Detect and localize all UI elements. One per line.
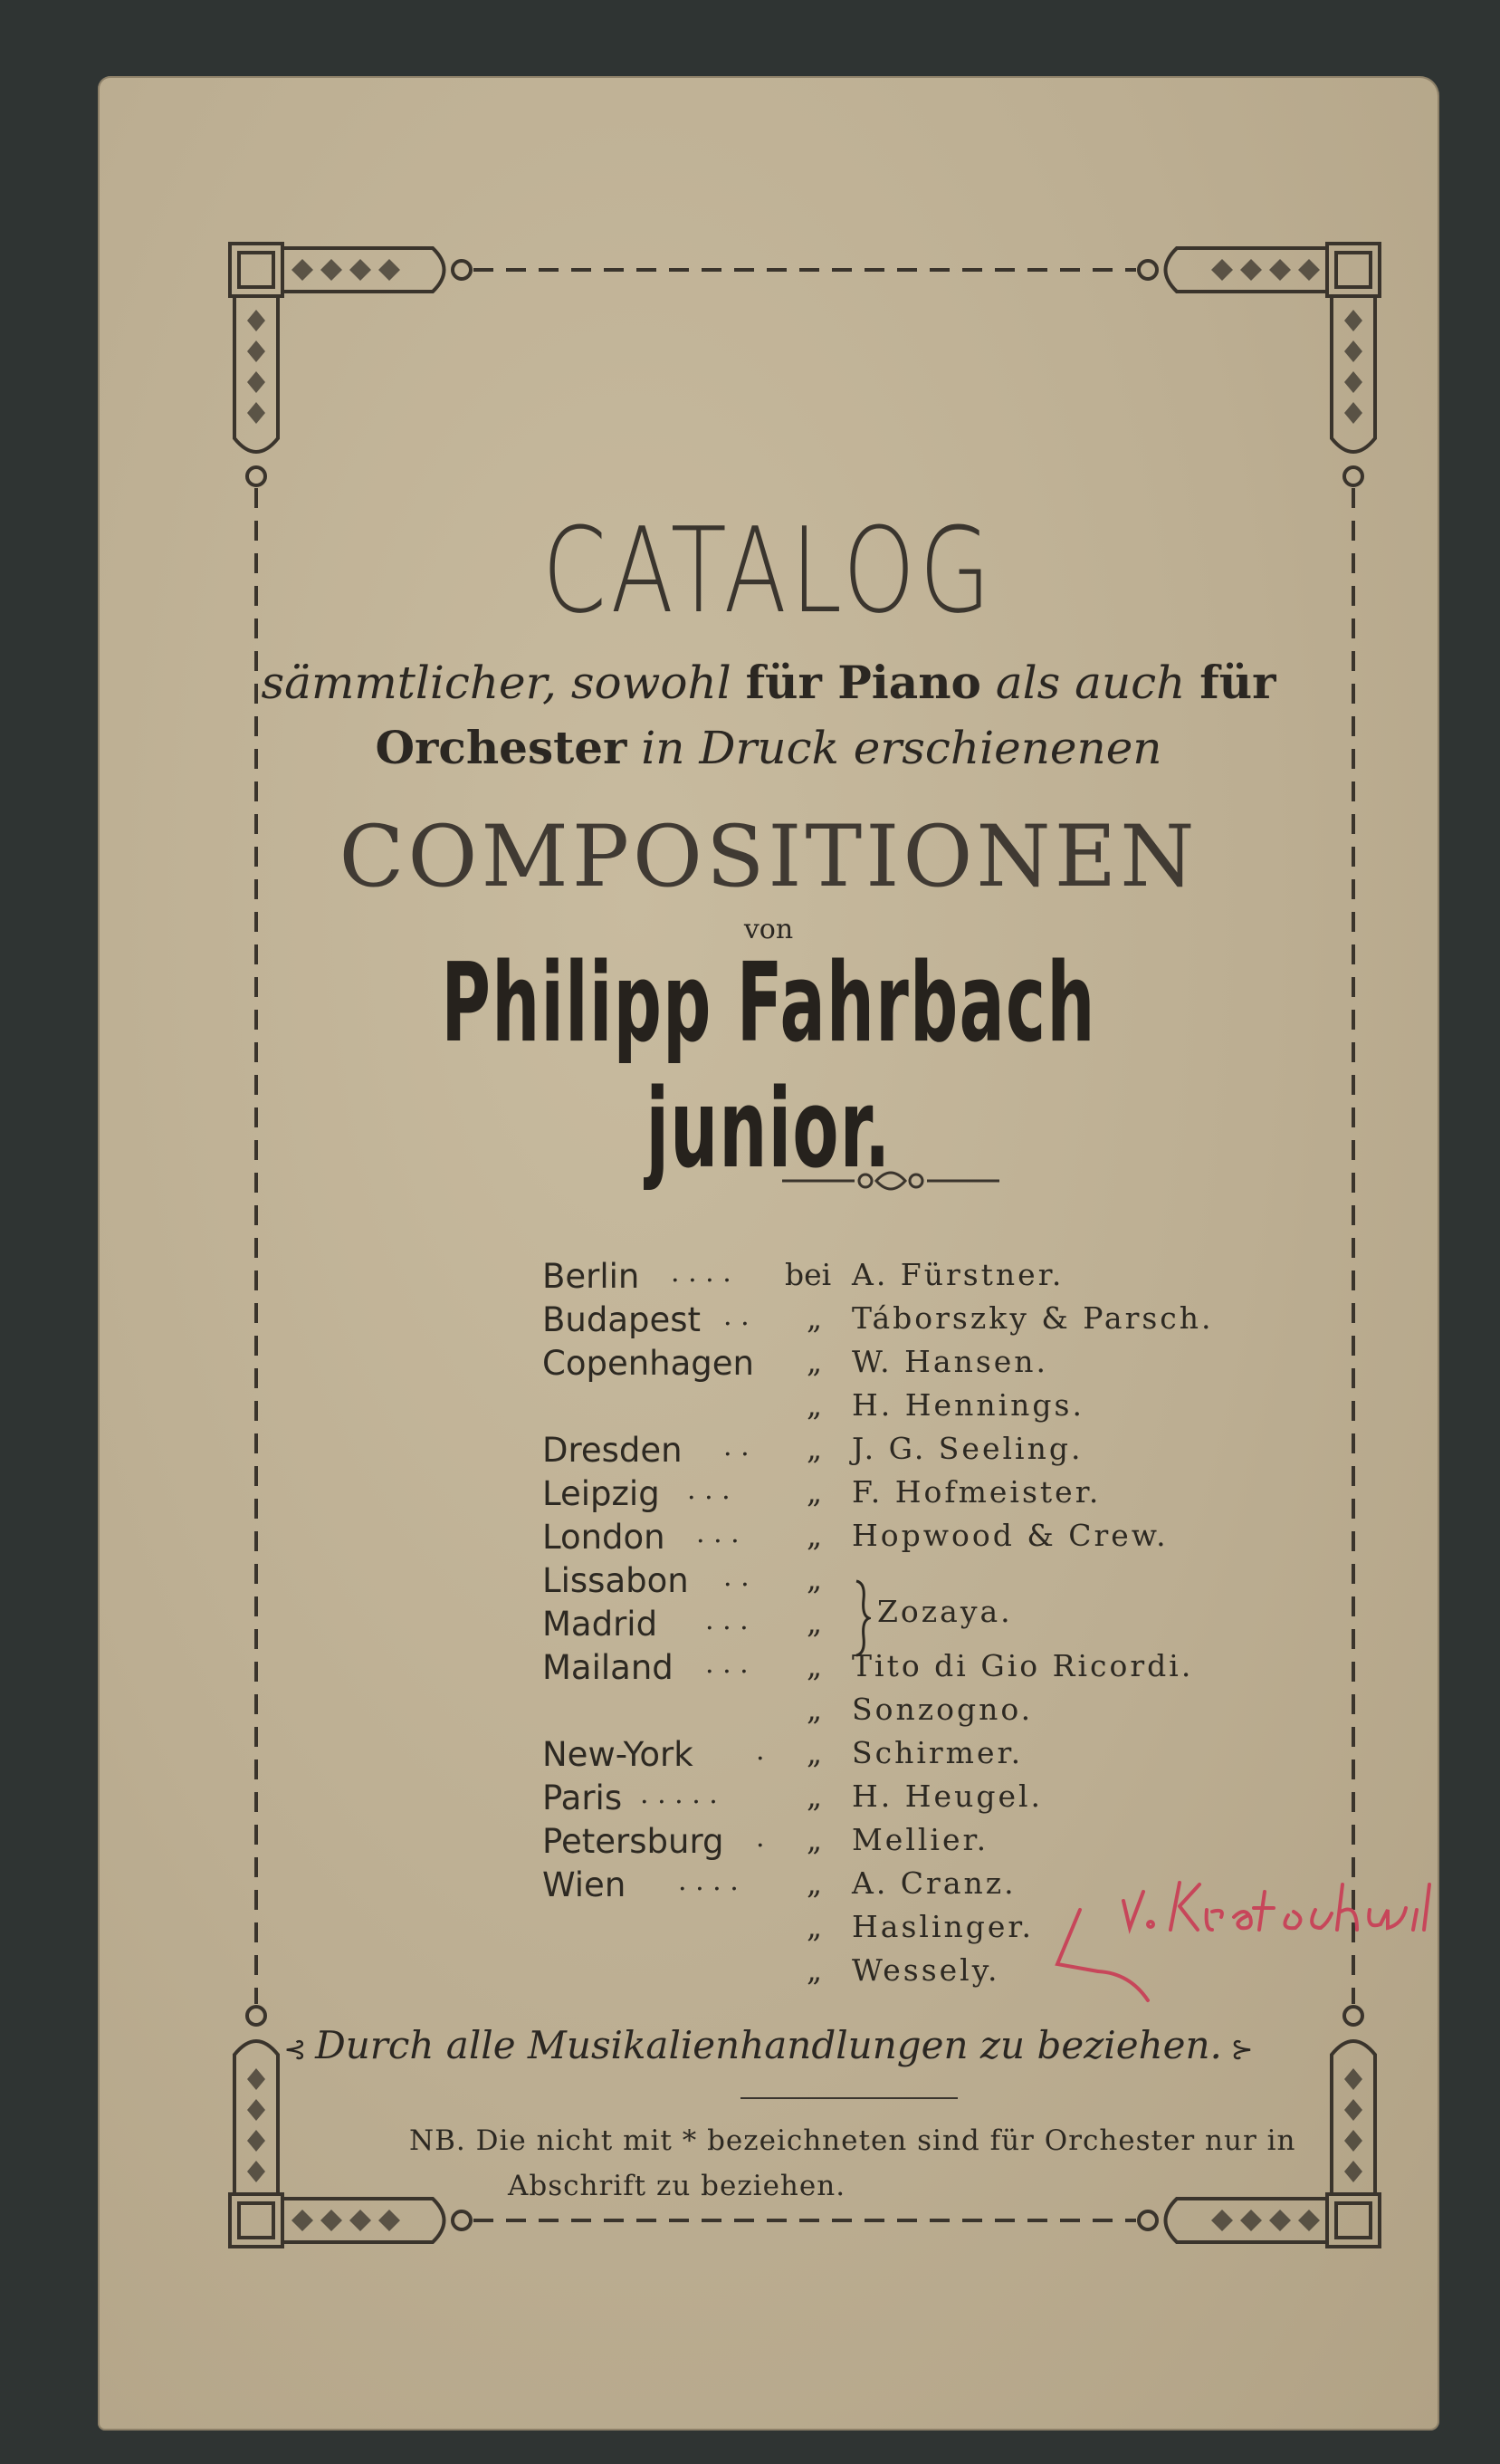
preposition: „ [807,1778,823,1814]
preposition: „ [807,1952,823,1988]
subtitle-text: sämmtlicher, sowohl [261,657,731,709]
leader-dots: . . . [687,1474,731,1506]
city-name: New-York [542,1735,693,1774]
nb-note-line-1: NB. Die nicht mit * bezeichneten sind für Orchester nur in [409,2124,1296,2157]
city-name: Dresden [542,1431,683,1470]
catalog-title: CATALOG [542,502,995,639]
city-name: Lissabon [542,1561,689,1600]
leader-dots: . . [723,1561,750,1593]
preposition: „ [807,1865,823,1901]
leader-dots: . . . . [671,1257,731,1289]
bezug-note: ⊰ Durch alle Musikalienhandlungen zu beziehen. ⊱ [283,2023,1254,2067]
leader-dots: . [756,1735,765,1767]
city-name: London [542,1518,665,1557]
von-label: von [743,914,794,945]
publisher-name: A. Cranz. [852,1865,1017,1901]
leader-dots: . . . . [678,1865,739,1897]
leader-dots: . . . [705,1605,749,1636]
subtitle-line-1 [98,656,1439,709]
city-name: Petersburg [542,1822,724,1861]
subtitle-line-2 [98,721,1439,774]
publisher-name: Sonzogno. [852,1692,1034,1727]
publisher-name: Mellier. [852,1822,989,1857]
leader-dots: . . . . . [640,1778,718,1810]
preposition: „ [807,1518,823,1553]
preposition: „ [807,1431,823,1466]
publisher-name: A. Fürstner. [852,1257,1065,1292]
publisher-name: W. Hansen. [852,1344,1049,1379]
compositionen-heading: COMPOSITIONEN [339,808,1199,906]
city-name: Paris [542,1778,623,1817]
publisher-name: Wessely. [852,1952,1000,1988]
city-name: Copenhagen [542,1344,754,1383]
composer-name: Philipp Fahrbach junior. [441,941,1096,1193]
subtitle-text: für [1199,656,1276,709]
preposition: „ [807,1387,823,1423]
leader-dots: . . . [705,1648,749,1680]
preposition: bei [785,1257,832,1292]
publisher-name: Táborszky & Parsch. [852,1300,1214,1336]
publisher-name: Schirmer. [852,1735,1024,1770]
bezug-text: Durch alle Musikalienhandlungen zu beziehen. [315,2023,1222,2067]
publisher-name: Haslinger. [852,1909,1035,1944]
city-name: Leipzig [542,1474,660,1513]
leader-dots: . [756,1822,765,1854]
ornamental-border [98,76,1439,2430]
city-name: Berlin [542,1257,640,1296]
publisher-name: J. G. Seeling. [852,1431,1084,1466]
preposition: „ [807,1648,823,1683]
handwritten-annotation [1044,1865,1442,2028]
city-name: Madrid [542,1605,658,1644]
preposition: „ [807,1344,823,1379]
leader-dots: . . [723,1431,750,1462]
subtitle-text: als auch [995,657,1186,709]
preposition: „ [807,1300,823,1336]
city-name: Mailand [542,1648,674,1687]
preposition: „ [807,1735,823,1770]
subtitle-text: Orchester [375,721,627,774]
preposition: „ [807,1561,823,1596]
publisher-name: Hopwood & Crew. [852,1518,1169,1553]
nb-note-line-2: Abschrift zu beziehen. [508,2170,846,2202]
brace-icon [853,1579,871,1657]
publisher-name: F. Hofmeister. [852,1474,1102,1510]
leader-dots: . . . [696,1518,740,1549]
leader-dots: . . [723,1300,750,1332]
catalog-page [98,76,1439,2430]
preposition: „ [807,1605,823,1640]
preposition: „ [807,1474,823,1510]
subtitle-text: für Piano [745,656,981,709]
publisher-name: H. Hennings. [852,1387,1084,1423]
preposition: „ [807,1822,823,1857]
divider-ornament-icon [782,1167,999,1194]
subtitle-text: in Druck erschienenen [641,722,1162,774]
divider-rule [740,2097,958,2099]
city-name: Budapest [542,1300,702,1339]
city-name: Wien [542,1865,626,1904]
preposition: „ [807,1909,823,1944]
preposition: „ [807,1692,823,1727]
publisher-name: H. Heugel. [852,1778,1044,1814]
publisher-name-zozaya: Zozaya. [877,1594,1013,1629]
publisher-name: Tito di Gio Ricordi. [852,1648,1194,1683]
